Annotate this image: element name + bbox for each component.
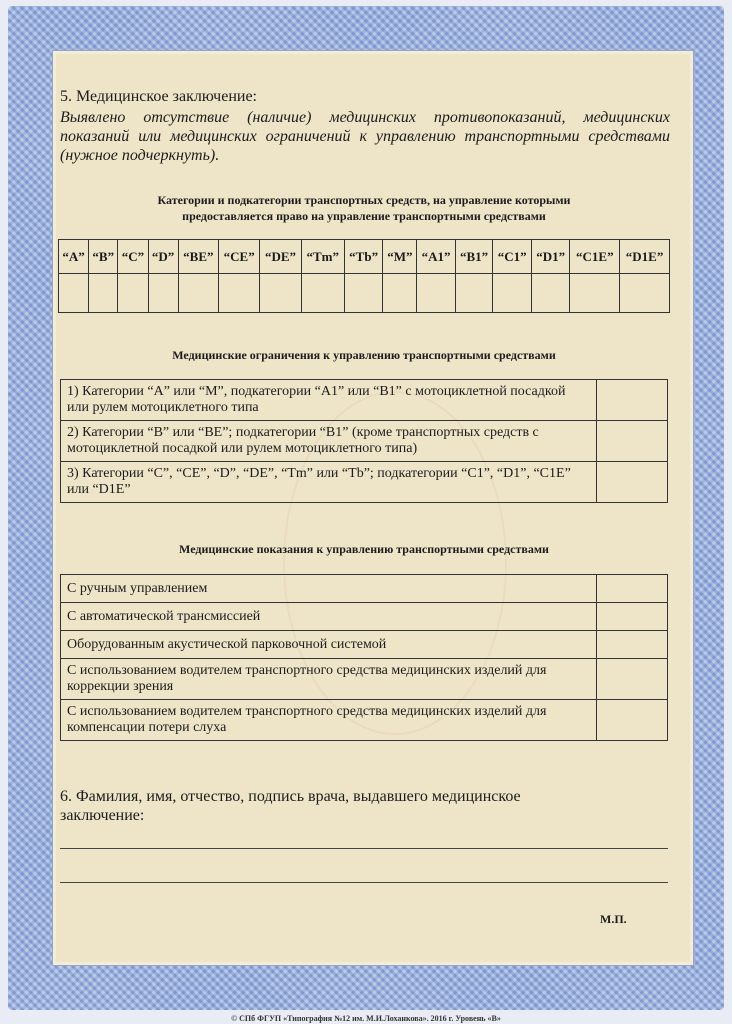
printer-footer: © СПб ФГУП «Типография №12 им. М.И.Лоханкова». 2016 г. Уровень «В» — [231, 1014, 501, 1023]
category-mark-cell[interactable] — [531, 274, 570, 313]
category-mark-cell[interactable] — [118, 274, 148, 313]
category-header-cell: “DE” — [260, 240, 301, 274]
indication-checkbox[interactable] — [597, 700, 668, 741]
category-mark-cell[interactable] — [301, 274, 344, 313]
category-header-cell: “CE” — [219, 240, 260, 274]
table-row — [61, 421, 668, 462]
category-mark-cell[interactable] — [383, 274, 417, 313]
signature-line-2[interactable] — [60, 882, 668, 883]
category-header-cell: “Tb” — [344, 240, 383, 274]
category-mark-cell[interactable] — [59, 274, 89, 313]
category-mark-cell[interactable] — [148, 274, 178, 313]
category-header-cell: “C1” — [493, 240, 532, 274]
restriction-checkbox[interactable] — [597, 462, 668, 503]
category-mark-cell[interactable] — [570, 274, 620, 313]
table-row — [61, 631, 668, 659]
stamp-place-label: М.П. — [600, 912, 627, 926]
signature-line-1[interactable] — [60, 848, 668, 849]
category-header-cell: “A1” — [417, 240, 456, 274]
restriction-label: 3) Категории “C”, “CE”, “D”, “DE”, “Tm” или “Tb”; подкатегории “C1”, “D1”, “C1E” или “D1E” — [61, 462, 597, 503]
category-header-cell: “Tm” — [301, 240, 344, 274]
category-mark-cell[interactable] — [89, 274, 118, 313]
category-mark-cell[interactable] — [493, 274, 532, 313]
indication-label: С ручным управлением — [61, 575, 597, 603]
category-header-cell: “A” — [59, 240, 89, 274]
table-row — [61, 700, 668, 741]
section-6-line2: заключение: — [60, 807, 145, 824]
category-header-cell: “B” — [89, 240, 118, 274]
restriction-label: 1) Категории “A” или “M”, подкатегории “A1” или “B1” с мотоциклетной посадкой или рулем мотоциклетного типа — [61, 380, 597, 421]
category-mark-cell[interactable] — [344, 274, 383, 313]
restriction-checkbox[interactable] — [597, 380, 668, 421]
table-row — [61, 659, 668, 700]
category-mark-cell[interactable] — [260, 274, 301, 313]
section-6-line1: 6. Фамилия, имя, отчество, подпись врача, выдавшего медицинское — [60, 788, 521, 805]
indication-checkbox[interactable] — [597, 659, 668, 700]
indications-title: Медицинские показания к управлению транспортными средствами — [179, 542, 549, 556]
restriction-label: 2) Категории “B” или “BE”; подкатегории “B1” (кроме транспортных средств с мотоциклетной посадкой или рулем мотоциклетного типа) — [61, 421, 597, 462]
category-header-cell: “M” — [383, 240, 417, 274]
category-mark-cell[interactable] — [417, 274, 456, 313]
category-header-cell: “D1” — [531, 240, 570, 274]
indication-label: С использованием водителем транспортного средства медицинских изделий для коррекции зрения — [61, 659, 597, 700]
table-row — [61, 603, 668, 631]
category-header-cell: “C1E” — [570, 240, 620, 274]
category-header-cell: “D” — [148, 240, 178, 274]
section-6-title — [60, 787, 521, 825]
category-mark-cell[interactable] — [178, 274, 218, 313]
category-mark-cell[interactable] — [219, 274, 260, 313]
section-5-title: 5. Медицинское заключение: — [60, 88, 257, 105]
category-header-cell: “D1E” — [620, 240, 670, 274]
restrictions-table — [60, 379, 668, 503]
indication-label: С автоматической трансмиссией — [61, 603, 597, 631]
indication-checkbox[interactable] — [597, 575, 668, 603]
categories-caption-line1: Категории и подкатегории транспортных средств, на управление которыми — [157, 193, 571, 207]
categories-table — [58, 239, 670, 313]
indication-label: Оборудованным акустической парковочной системой — [61, 631, 597, 659]
indication-checkbox[interactable] — [597, 603, 668, 631]
document-body — [52, 50, 694, 966]
indication-checkbox[interactable] — [597, 631, 668, 659]
section-5-note: Выявлено отсутствие (наличие) медицинских противопоказаний, медицинских показаний или медицинских ограничений к управлению транспортными средствами (нужное подчеркнуть). — [60, 109, 670, 164]
indications-table — [60, 574, 668, 741]
category-header-cell: “C” — [118, 240, 148, 274]
restrictions-title: Медицинские ограничения к управлению транспортными средствами — [172, 348, 556, 362]
indication-label: С использованием водителем транспортного средства медицинских изделий для компенсации потери слуха — [61, 700, 597, 741]
category-mark-cell[interactable] — [455, 274, 493, 313]
table-row — [61, 380, 668, 421]
category-header-cell: “B1” — [455, 240, 493, 274]
categories-caption-line2: предоставляется право на управление транспортными средствами — [182, 209, 546, 223]
table-row — [61, 575, 668, 603]
category-mark-cell[interactable] — [620, 274, 670, 313]
restriction-checkbox[interactable] — [597, 421, 668, 462]
table-row — [61, 462, 668, 503]
category-header-cell: “BE” — [178, 240, 218, 274]
